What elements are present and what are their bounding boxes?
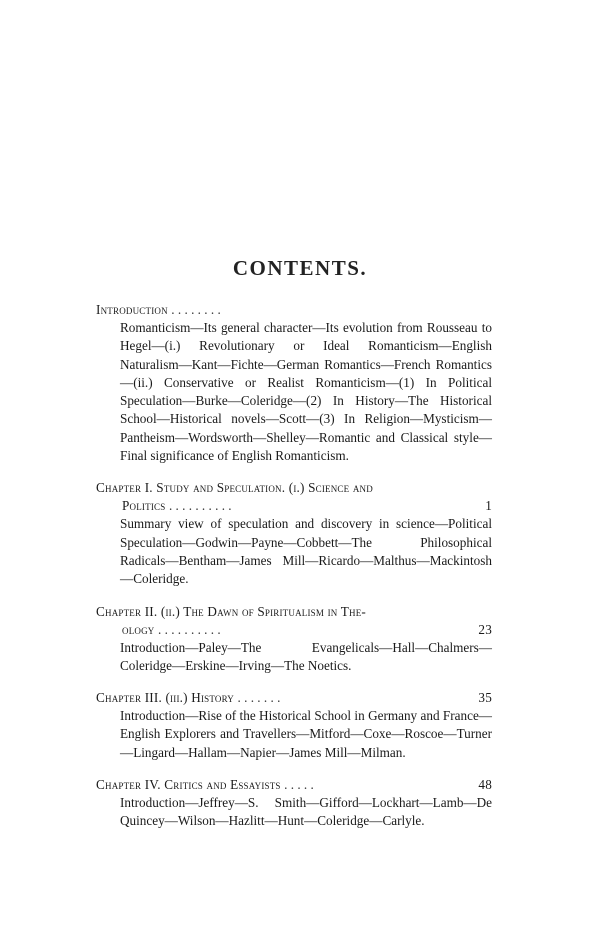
- entry-heading-continuation: ology: [122, 621, 155, 637]
- dot-leader: . . . . . . . .: [171, 302, 221, 317]
- toc-entry-chapter-2: [96, 603, 492, 676]
- entry-heading-continuation: Politics: [122, 498, 166, 514]
- entry-heading: Introduction: [96, 302, 168, 317]
- entry-heading: Chapter I. Study and Speculation. (i.) Science and: [96, 480, 373, 496]
- dot-leader: . . . . . . .: [237, 690, 281, 706]
- dot-leader: . . . . . . . . . .: [158, 621, 221, 637]
- entry-summary: Introduction—Rise of the Historical School in Germany and France—English Explorers and Travellers—Mitford—Coxe—Roscoe—Turner—Lingard—Hallam—Napier—James Mill—Milman.: [120, 708, 492, 760]
- entry-heading: Chapter II. (ii.) The Dawn of Spiritualism in The-: [96, 603, 366, 619]
- toc-entry-chapter-4: [96, 776, 492, 831]
- entry-summary: Summary view of speculation and discovery in science—Political Speculation—Godwin—Payne—Cobbett—The Philosophical Radicals—Bentham—James Mill—Ricardo—Malthus—Mackintosh—Coleridge.: [120, 516, 492, 587]
- entry-summary: Romanticism—Its general character—Its evolution from Rousseau to Hegel—(i.) Revolutionary or Ideal Romanticism—English Naturalism—Kant—Fichte—German Romantics—French Romantics—(ii.) Conservative or Realist Romanticism—(1) In Political Speculation—Burke—Coleridge—(2) In History—The Historical School—Historical novels—Scott—(3) In Religion—Mysticism—Pantheism—Wordsworth—Shelley—Romantic and Classical style—Final significance of English Romanticism.: [120, 320, 492, 464]
- table-of-contents: [96, 288, 492, 831]
- toc-entry-chapter-3: [96, 689, 492, 762]
- toc-entry-introduction: [96, 301, 492, 465]
- dot-leader: . . . . .: [284, 777, 314, 793]
- page-title: CONTENTS.: [232, 256, 368, 280]
- page-number: 35: [478, 690, 492, 706]
- dot-leader: . . . . . . . . . .: [168, 498, 232, 514]
- page-number: 1: [485, 498, 492, 514]
- entry-summary: Introduction—Jeffrey—S. Smith—Gifford—Lockhart—Lamb—De Quincey—Wilson—Hazlitt—Hunt—Coleridge—Carlyle.: [120, 795, 492, 829]
- entry-summary: Introduction—Paley—The Evangelicals—Hall—Chalmers—Coleridge—Erskine—Irving—The Noetics.: [120, 639, 492, 673]
- page-number: 23: [478, 621, 492, 637]
- entry-heading: Chapter III. (iii.) History: [96, 690, 234, 706]
- toc-entry-chapter-1: [96, 479, 492, 588]
- page-number: 48: [478, 777, 492, 793]
- entry-heading: Chapter IV. Critics and Essayists: [96, 777, 281, 793]
